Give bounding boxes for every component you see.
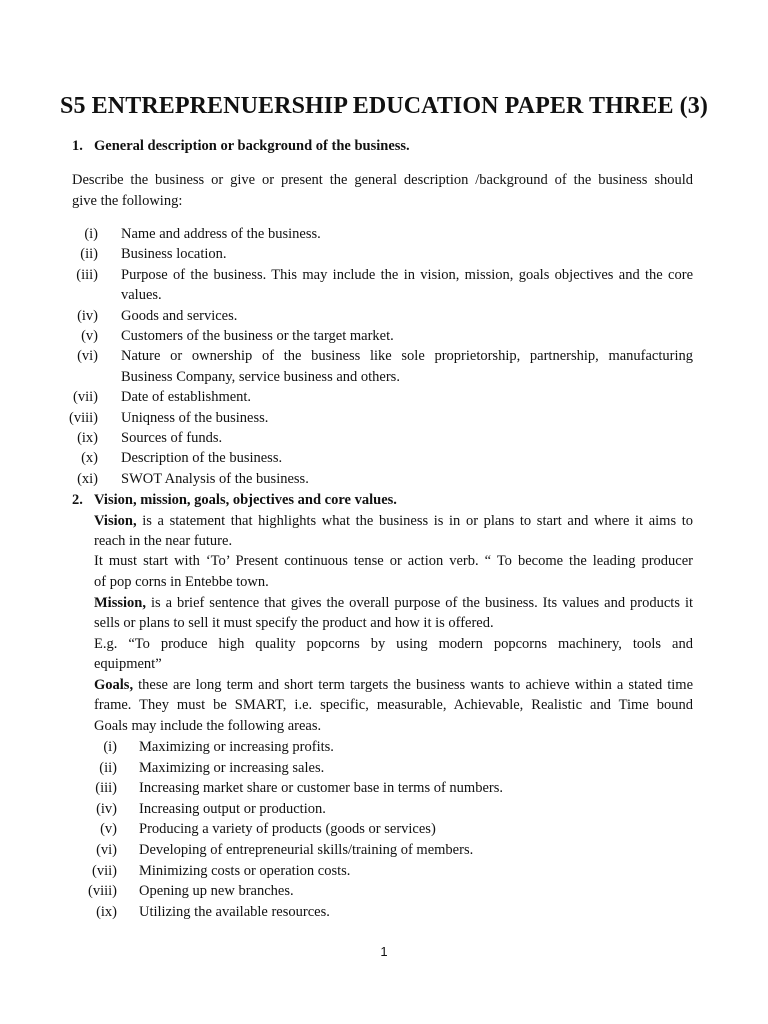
vision-note-line: of pop corns in Entebbe town.: [94, 574, 269, 590]
list-item-text: Description of the business.: [121, 450, 283, 467]
list-item-text: Purpose of the business. This may include the in vision, mission, goals objectives and the core: [121, 266, 693, 283]
mission-example-line: E.g. “To produce high quality popcorns by using modern popcorns machinery, tools and: [94, 636, 693, 652]
section-1-intro-line: Describe the business or give or present the general description /background of the business should: [72, 172, 693, 188]
mission-term: Mission,: [94, 595, 146, 611]
section-1-heading: General description or background of the business.: [94, 138, 410, 154]
list-item-number: (i): [84, 226, 98, 242]
goal-item-text: Developing of entrepreneurial skills/training of members.: [139, 842, 474, 858]
list-item-text: Business Company, service business and others.: [121, 368, 400, 385]
section-1-intro-line: give the following:: [72, 193, 183, 209]
goal-item-number: (iv): [96, 800, 117, 817]
section-2-number: 2.: [72, 492, 83, 508]
list-item-text: Nature or ownership of the business like sole proprietorship, partnership, manufacturing: [121, 348, 693, 365]
vision-term: Vision,: [94, 513, 137, 529]
goal-item-number: (viii): [88, 883, 117, 900]
list-item-number: (vi): [77, 348, 98, 365]
page-number: 1: [380, 944, 388, 959]
list-item-number: (vii): [73, 389, 98, 406]
goal-item-number: (i): [103, 739, 117, 755]
goal-item-text: Maximizing or increasing profits.: [139, 739, 334, 755]
page-title: S5 ENTREPRENUERSHIP EDUCATION PAPER THREE (3): [60, 93, 708, 119]
list-item-text: Customers of the business or the target market.: [121, 328, 394, 344]
goal-item-number: (ii): [99, 759, 117, 776]
vision-paragraph-line: Vision, is a statement that highlights what the business is in or plans to start and where it aims to: [94, 513, 693, 529]
list-item-number: (x): [81, 450, 98, 467]
vision-note-line: It must start with ‘To’ Present continuous tense or action verb. “ To become the leading producer: [94, 553, 693, 569]
goal-item-number: (v): [100, 821, 117, 838]
goal-item-number: (vii): [92, 862, 117, 879]
goal-item-number: (vi): [96, 842, 117, 858]
list-item-number: (viii): [69, 409, 98, 426]
goal-item-text: Utilizing the available resources.: [139, 903, 330, 920]
goals-paragraph-line: Goals, these are long term and short term targets the business wants to achieve within a stated time: [94, 677, 694, 693]
list-item-text: Goods and services.: [121, 307, 238, 324]
section-2-heading: Vision, mission, goals, objectives and core values.: [94, 492, 397, 508]
goal-item-text: Producing a variety of products (goods or services): [139, 821, 436, 838]
list-item-text: Name and address of the business.: [121, 226, 321, 242]
list-item-text: Uniqness of the business.: [121, 409, 269, 426]
list-item-number: (ii): [80, 246, 98, 263]
mission-paragraph-line: Mission, is a brief sentence that gives the overall purpose of the business. Its values and products it: [94, 595, 694, 611]
list-item-number: (ix): [77, 430, 98, 446]
goal-item-number: (iii): [95, 780, 117, 797]
goal-item-text: Increasing output or production.: [139, 800, 326, 817]
list-item-number: (v): [81, 328, 98, 344]
list-item-text: Business location.: [121, 246, 227, 263]
list-item-text: Sources of funds.: [121, 430, 223, 446]
mission-example-line: equipment”: [94, 656, 162, 672]
goal-item-text: Opening up new branches.: [139, 883, 294, 900]
goal-item-number: (ix): [96, 903, 117, 920]
mission-paragraph-line: sells or plans to sell it must specify the product and how it is offered.: [94, 615, 494, 631]
list-item-number: (iii): [76, 266, 98, 283]
list-item-number: (xi): [77, 470, 98, 487]
goals-paragraph-line: frame. They must be SMART, i.e. specific, measurable, Achievable, Realistic and Time bound: [94, 697, 693, 713]
list-item-text: Date of establishment.: [121, 389, 252, 406]
section-1-number: 1.: [72, 138, 83, 154]
vision-paragraph-line: reach in the near future.: [94, 533, 233, 549]
goal-item-text: Minimizing costs or operation costs.: [139, 862, 351, 879]
list-item-number: (iv): [77, 307, 98, 324]
goals-paragraph-line: Goals may include the following areas.: [94, 718, 322, 734]
goal-item-text: Increasing market share or customer base in terms of numbers.: [139, 780, 503, 797]
list-item-text: SWOT Analysis of the business.: [121, 470, 309, 487]
goal-item-text: Maximizing or increasing sales.: [139, 759, 325, 776]
goals-term: Goals,: [94, 677, 134, 693]
list-item-text: values.: [121, 287, 162, 304]
